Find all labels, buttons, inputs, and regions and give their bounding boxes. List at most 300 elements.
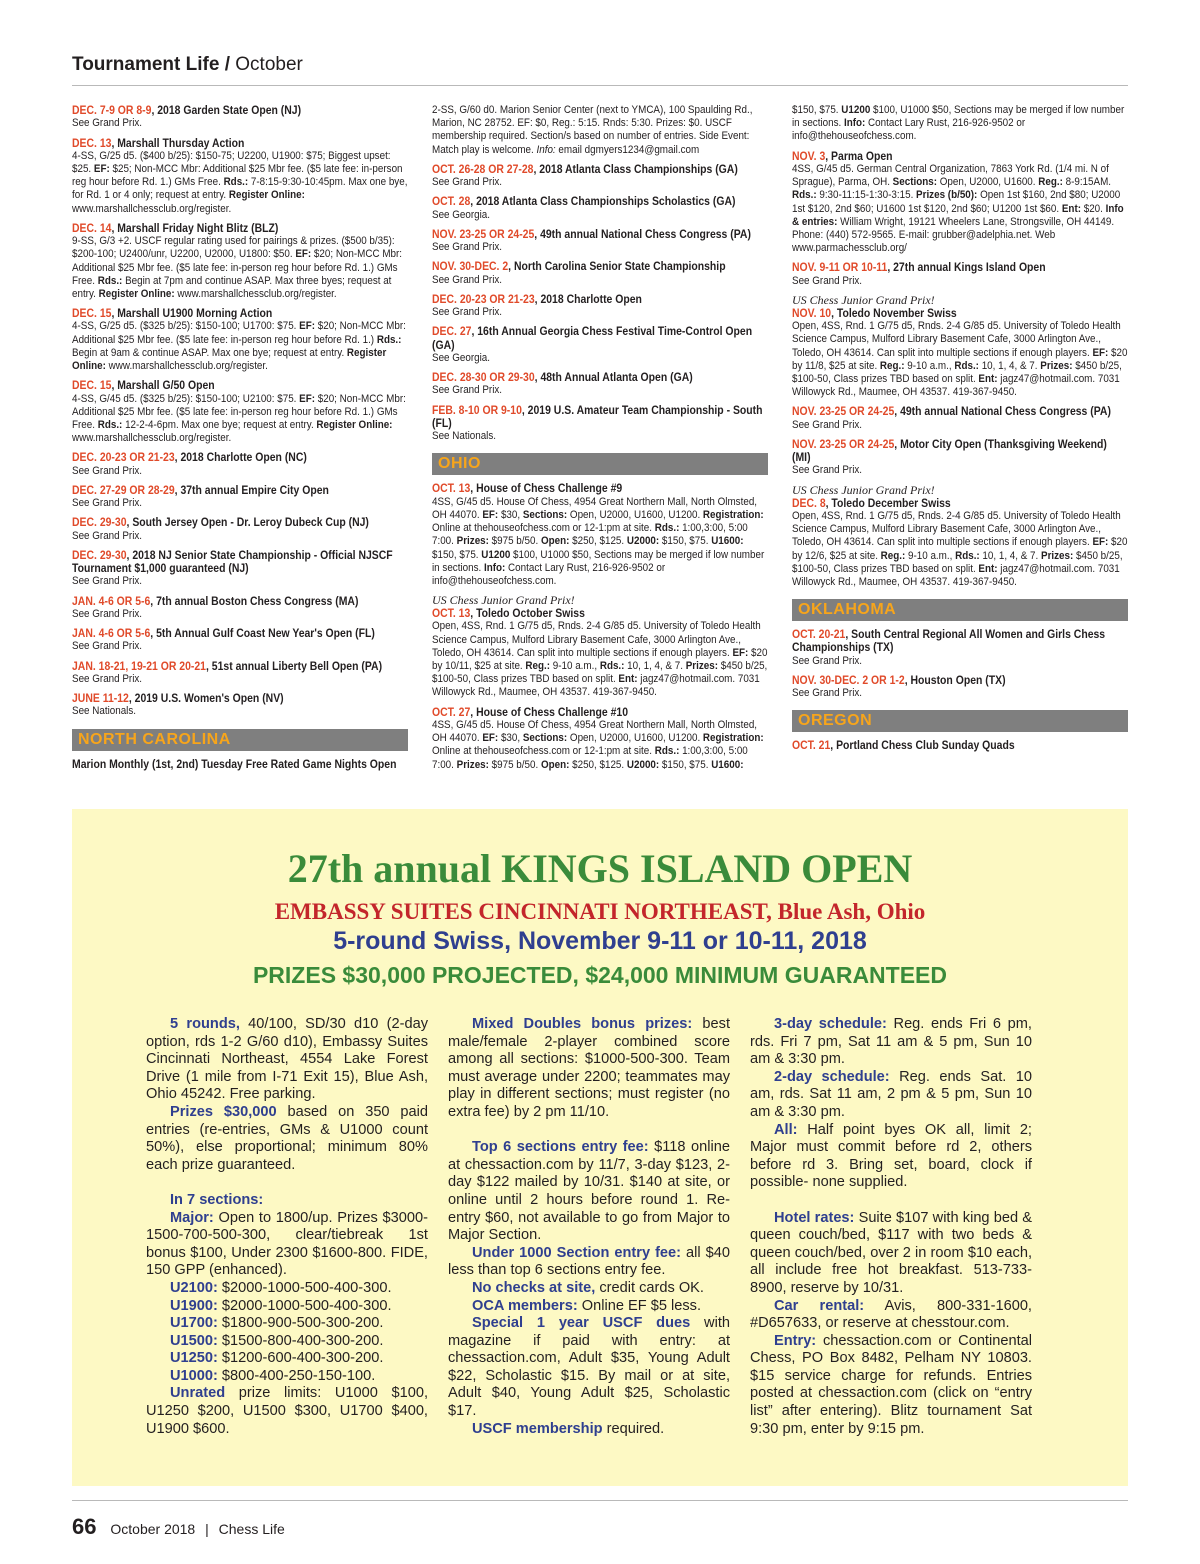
detail-label: Rds.: bbox=[654, 522, 680, 535]
tournament-listing bbox=[432, 404, 768, 444]
detail-text: See Grand Prix. bbox=[432, 384, 503, 397]
tournament-listing bbox=[72, 692, 408, 719]
listing-event-name: , 2018 NJ Senior State Championship - Official NJSCF Tournament $1,000 guaranteed (NJ) bbox=[72, 548, 393, 576]
detail-text: See Grand Prix. bbox=[432, 273, 503, 286]
detail-text: Open, U2000, U1600, U1200. bbox=[567, 508, 703, 521]
tournament-listing bbox=[72, 595, 408, 622]
detail-label: Rds.: bbox=[954, 359, 979, 372]
ad-paragraph bbox=[448, 1245, 730, 1280]
listing-title bbox=[432, 163, 768, 176]
ad-text: $1200-600-400-300-200. bbox=[217, 1350, 384, 1367]
header-month: October bbox=[235, 54, 303, 75]
detail-text: $20 by 10/11, $25 at site. bbox=[432, 646, 768, 673]
detail-text: 4-SS, G/25 d5. ($325 b/25): $150-100; U1700: $75. bbox=[72, 320, 300, 333]
listing-title bbox=[72, 758, 408, 771]
ad-highlight: USCF membership bbox=[472, 1420, 603, 1437]
listing-event-name: , Motor City Open (Thanksgiving Weekend) (MI) bbox=[792, 437, 1107, 465]
ad-text: based on 350 paid entries (re-entries, GMs & U1000 count 50%), else proportional; minimum 80% each prize guaranteed. bbox=[146, 1103, 429, 1173]
ad-highlight: 3-day schedule: bbox=[774, 1016, 887, 1032]
detail-text: 10, 1, 4, & 7. bbox=[979, 549, 1041, 562]
footer-separator: | bbox=[205, 1521, 209, 1537]
listing-date: OCT. 28 bbox=[432, 195, 471, 209]
listing-date: NOV. 23-25 OR 24-25 bbox=[792, 437, 895, 451]
detail-label: Ent: bbox=[1061, 202, 1081, 215]
detail-text: See Grand Prix. bbox=[72, 607, 143, 620]
listing-event-name: , 2019 U.S. Women's Open (NV) bbox=[128, 692, 284, 706]
listing-date: NOV. 30-DEC. 2 bbox=[432, 260, 509, 274]
listing-title bbox=[72, 379, 408, 392]
listing-event-name: , 49th annual National Chess Congress (PA) bbox=[534, 227, 751, 241]
listing-date: FEB. 8-10 OR 9-10 bbox=[432, 403, 522, 417]
detail-text: Open, 4SS, Rnd. 1 G/75 d5, Rnds. 2-4 G/85 d5. University of Toledo Health Science Campus, Mulford Library Basement Cafe, 3000 Arlington Ave., Toledo, OH 43614. Can split into multiple sections if enough players. bbox=[792, 320, 1121, 359]
listing-details bbox=[792, 687, 1128, 700]
ad-text: all $40 less than top 6 sections entry fee. bbox=[448, 1244, 731, 1279]
detail-text: $450 b/25, $100-50, Class prizes TBD based on split. bbox=[792, 549, 1123, 575]
listing-event-name: , South Central Regional All Women and Girls Chess Championships (TX) bbox=[792, 628, 1106, 655]
tournament-listing bbox=[792, 739, 1128, 752]
listing-title bbox=[72, 222, 408, 235]
detail-label: Rds.: bbox=[955, 549, 980, 562]
ad-paragraph bbox=[146, 1210, 428, 1280]
detail-text: See Grand Prix. bbox=[792, 687, 863, 700]
detail-label: Prizes: bbox=[1040, 359, 1073, 372]
detail-label: Info: bbox=[483, 561, 506, 574]
listing-details bbox=[72, 608, 408, 621]
ad-paragraph bbox=[146, 1016, 428, 1104]
ad-highlight: U1900: bbox=[170, 1297, 218, 1314]
detail-text: 10, 1, 4, & 7. bbox=[624, 660, 686, 673]
listing-date: NOV. 23-25 OR 24-25 bbox=[792, 405, 895, 419]
detail-text: See Grand Prix. bbox=[792, 418, 863, 431]
listing-details bbox=[432, 430, 768, 443]
detail-text: See Grand Prix. bbox=[432, 306, 503, 319]
tournament-listing bbox=[432, 228, 768, 255]
listing-details bbox=[72, 497, 408, 510]
listing-title bbox=[792, 438, 1128, 465]
listing-details bbox=[792, 275, 1128, 288]
listing-event-name: , North Carolina Senior State Championship bbox=[508, 260, 726, 274]
state-heading: OKLAHOMA bbox=[792, 599, 1128, 621]
listing-details bbox=[72, 393, 408, 446]
tournament-listing bbox=[72, 222, 408, 301]
ad-paragraph bbox=[448, 1016, 730, 1122]
listing-title bbox=[72, 484, 408, 497]
listing-details bbox=[792, 419, 1128, 432]
ad-highlight: Unrated bbox=[170, 1385, 226, 1402]
ad-highlight: Mixed Doubles bonus prizes: bbox=[472, 1016, 693, 1032]
detail-text: See Grand Prix. bbox=[72, 464, 143, 477]
listing-date: DEC. 29-30 bbox=[72, 516, 127, 530]
detail-text: Open, 4SS, Rnd. 1 G/75 d5, Rnds. 2-4 G/85 d5. University of Toledo Health Science Campus, Mulford Library Basement Cafe, 3000 Arlington Ave., Toledo, OH 43614. Can split into multiple sections if enough players. bbox=[792, 509, 1121, 549]
detail-text: $30, bbox=[498, 732, 523, 745]
detail-text: $25; Non-MCC Mbr: Additional $25 Mbr fee. ($5 late fee: in-person reg hour before Rd. 1.) GMs Free. bbox=[72, 163, 403, 189]
listing-title bbox=[792, 674, 1128, 687]
state-heading: OREGON bbox=[792, 710, 1128, 732]
listing-date: DEC. 28-30 OR 29-30 bbox=[432, 371, 535, 385]
detail-text: www.marshallchessclub.org/register. bbox=[72, 432, 232, 445]
listing-event-name: , 2018 Charlotte Open (NC) bbox=[174, 451, 307, 465]
ad-highlight: Entry: bbox=[774, 1332, 817, 1349]
listing-details bbox=[792, 464, 1128, 477]
state-heading: OHIO bbox=[432, 453, 768, 475]
ad-text: Reg. ends Sat. 10 am, rds. Sat 11 am, 2 pm & 5 pm, Sun 10 am & 3:30 pm. bbox=[750, 1068, 1032, 1120]
ad-text: $1500-800-400-300-200. bbox=[217, 1332, 384, 1349]
listing-title bbox=[72, 516, 408, 529]
listing-date: OCT. 20-21 bbox=[792, 628, 846, 642]
ad-text: 40/100, SD/30 d10 (2-day option, rds 1-2 G/60 d10), Embassy Suites Cincinnati Northeast, 4554 Lake Forest Drive (1 mile from I-71 Exit 15), Blue Ash, Ohio 45242. Free parking. bbox=[146, 1016, 428, 1103]
tournament-listing bbox=[72, 516, 408, 543]
listing-event-name: Marion Monthly (1st, 2nd) Tuesday Free Rated Game Nights Open bbox=[72, 757, 397, 771]
listing-date: OCT. 13 bbox=[432, 482, 471, 496]
detail-label: EF: bbox=[299, 392, 316, 405]
ad-paragraph bbox=[448, 1298, 730, 1316]
ad-highlight: In 7 sections: bbox=[170, 1191, 264, 1208]
listing-date: JUNE 11-12 bbox=[72, 692, 129, 706]
listing-date: OCT. 27 bbox=[432, 705, 471, 719]
detail-text: $20 by 12/6, $25 at site. bbox=[792, 536, 1128, 562]
detail-label: U1600: bbox=[711, 758, 744, 771]
tournament-listing bbox=[432, 163, 768, 190]
ad-highlight: U1250: bbox=[170, 1350, 218, 1367]
detail-label: Register Online: bbox=[72, 346, 387, 373]
detail-text: See Grand Prix. bbox=[432, 176, 503, 189]
detail-label: Prizes: bbox=[456, 758, 489, 771]
ad-paragraph bbox=[146, 1298, 428, 1316]
listing-event-name: , 16th Annual Georgia Chess Festival Time-Control Open (GA) bbox=[432, 325, 753, 352]
ad-paragraph bbox=[146, 1368, 428, 1386]
listing-date: JAN. 4-6 OR 5-6 bbox=[72, 627, 151, 641]
detail-text: $20; Non-MCC Mbr: Additional $25 Mbr fee. ($5 late fee: in-person reg hour before Rd. 1.) bbox=[72, 320, 406, 346]
detail-label: Rds.: bbox=[97, 418, 123, 431]
listing-date: NOV. 23-25 OR 24-25 bbox=[432, 227, 535, 241]
detail-text: Online at thehouseofchess.com or 12-1:pm at site. bbox=[432, 745, 655, 758]
ad-text: chessaction.com or Continental Chess, PO Box 8482, Pelham NY 10803. $15 service charge for refunds. Entries posted at chessaction.com (click on “entry list” after entering). Blitz tournament Sat 9:30 pm, enter by 9:15 pm. bbox=[750, 1332, 1032, 1437]
listing-event-name: , House of Chess Challenge #10 bbox=[470, 705, 629, 719]
detail-text: Info: bbox=[536, 143, 556, 156]
detail-label: U2000: bbox=[626, 535, 660, 548]
listing-title bbox=[72, 307, 408, 320]
page-footer bbox=[72, 1514, 285, 1540]
listing-details bbox=[792, 104, 1128, 144]
listing-date: DEC. 20-23 OR 21-23 bbox=[432, 292, 535, 306]
ad-paragraph bbox=[750, 1298, 1032, 1333]
listing-details bbox=[792, 320, 1128, 399]
listing-details bbox=[792, 510, 1128, 589]
detail-label: Reg.: bbox=[880, 549, 906, 562]
listing-title bbox=[792, 405, 1128, 418]
detail-text: 9:30-11:15-1:30-3:15. bbox=[816, 189, 917, 202]
listing-date: DEC. 7-9 OR 8-9 bbox=[72, 104, 152, 117]
detail-label: Registration: bbox=[702, 508, 764, 521]
grand-prix-tag: US Chess Junior Grand Prix! bbox=[792, 292, 935, 307]
detail-text: 4-SS, G/25 d5. ($400 b/25): $150-75; U2200, U1900: $75; Biggest upset: $25. bbox=[72, 149, 391, 175]
detail-text: $100, U1000 $50, Sections may be merged if low number in sections. bbox=[792, 104, 1125, 130]
listing-date: DEC. 27 bbox=[432, 325, 472, 339]
tournament-listing bbox=[792, 261, 1128, 288]
ad-paragraph bbox=[448, 1315, 730, 1421]
tournament-listing bbox=[432, 293, 768, 320]
ad-paragraph bbox=[146, 1104, 428, 1174]
detail-text: See Grand Prix. bbox=[432, 241, 503, 254]
detail-text: email dgmyers1234@gmail.com bbox=[555, 143, 700, 156]
detail-text: 8-9:15AM. bbox=[1062, 176, 1112, 189]
ad-highlight: OCA members: bbox=[472, 1297, 578, 1314]
listing-details bbox=[432, 384, 768, 397]
paragraph-gap bbox=[750, 1192, 1032, 1210]
listing-title bbox=[432, 325, 768, 352]
listing-date: DEC. 8 bbox=[792, 496, 826, 510]
listing-event-name: , 51st annual Liberty Bell Open (PA) bbox=[205, 659, 383, 673]
ad-text: Open to 1800/up. Prizes $3000-1500-700-500-300, clear/tiebreak 1st bonus $100, Under 2300 $1600-800. FIDE, 150 GPP (enhanced). bbox=[146, 1209, 428, 1279]
detail-text: www.marshallchessclub.org/register. bbox=[174, 287, 337, 300]
tournament-listing bbox=[792, 484, 1128, 590]
listing-details bbox=[792, 655, 1128, 668]
detail-text: Begin at 7pm and continue ASAP. Max three byes; request at entry. bbox=[72, 274, 392, 300]
tournament-listing bbox=[432, 482, 768, 588]
detail-label: U1200 bbox=[841, 104, 871, 116]
detail-text: jagz47@hotmail.com. 7031 Willowyck Rd., Maumee, OH 43537. 419-367-9450. bbox=[432, 673, 760, 699]
ad-highlight: Top 6 sections entry fee: bbox=[472, 1139, 649, 1156]
detail-label: Rds.: bbox=[97, 274, 123, 287]
listing-title bbox=[432, 404, 768, 431]
ad-paragraph bbox=[146, 1280, 428, 1298]
detail-label: Open: bbox=[540, 535, 570, 548]
ad-text: best male/female 2-player combined score among all sections: $1000-500-300. Team must average under 2200; teammates may play in different sections; must register (no extra fee) by 2 pm 11/10. bbox=[448, 1016, 731, 1120]
listing-title bbox=[432, 260, 768, 273]
detail-text: 9-10 a.m., bbox=[905, 549, 956, 562]
listing-details bbox=[72, 575, 408, 588]
detail-text: Contact Lary Rust, 216-926-9502 or info@thehouseofchess.com. bbox=[432, 561, 666, 587]
listing-details bbox=[72, 640, 408, 653]
detail-text: Contact Lary Rust, 216-926-9502 or info@thehouseofchess.com. bbox=[792, 117, 1026, 143]
ad-paragraph bbox=[448, 1280, 730, 1298]
header-slash: / bbox=[224, 54, 236, 75]
listing-details bbox=[72, 673, 408, 686]
tournament-listing bbox=[72, 307, 408, 373]
detail-label: EF: bbox=[299, 320, 316, 333]
detail-label: Reg.: bbox=[879, 359, 905, 372]
listing-event-name: , Portland Chess Club Sunday Quads bbox=[830, 739, 1015, 753]
tournament-listing bbox=[792, 104, 1128, 144]
detail-label: Prizes (b/50): bbox=[916, 189, 978, 202]
listing-title bbox=[792, 150, 1128, 163]
listing-details bbox=[72, 320, 408, 373]
detail-label: EF: bbox=[295, 248, 312, 261]
ad-highlight: No checks at site, bbox=[472, 1279, 596, 1296]
detail-label: U1600: bbox=[711, 535, 744, 548]
listing-event-name: , Parma Open bbox=[825, 149, 893, 163]
tournament-listing bbox=[792, 150, 1128, 256]
detail-label: Rds.: bbox=[599, 660, 625, 673]
listing-title bbox=[792, 739, 1128, 752]
detail-text: $250, $125. bbox=[569, 758, 627, 771]
ad-highlight: U1700: bbox=[170, 1315, 218, 1332]
listing-event-name: , Toledo October Swiss bbox=[470, 607, 585, 621]
tournament-listing bbox=[792, 628, 1128, 668]
listing-title bbox=[432, 482, 768, 495]
grand-prix-tag: US Chess Junior Grand Prix! bbox=[792, 482, 935, 497]
detail-text: $450 b/25, $100-50, Class prizes TBD based on split. bbox=[792, 359, 1122, 385]
ad-highlight: U1500: bbox=[170, 1332, 218, 1349]
listing-date: DEC. 14 bbox=[72, 221, 112, 235]
listing-title bbox=[432, 293, 768, 306]
listing-title bbox=[792, 307, 1128, 320]
detail-text: 4SS, G/45 d5. German Central Organization, 7863 York Rd. (1/4 mi. N of Sprague), Parma, OH. bbox=[792, 162, 1109, 189]
listing-date: DEC. 15 bbox=[72, 307, 112, 321]
listing-event-name: , 37th annual Empire City Open bbox=[174, 483, 329, 497]
ad-highlight: U2100: bbox=[170, 1279, 218, 1296]
ad-paragraph bbox=[146, 1192, 428, 1210]
detail-text: $150, $75. bbox=[792, 104, 842, 116]
tournament-listing bbox=[792, 674, 1128, 701]
listing-title bbox=[72, 595, 408, 608]
detail-text: jagz47@hotmail.com. 7031 Willowyck Rd., Maumee, OH 43537. 419-367-9450. bbox=[792, 372, 1120, 399]
listing-title bbox=[792, 628, 1128, 655]
header-rule bbox=[72, 85, 1128, 86]
listing-event-name: , Toledo November Swiss bbox=[831, 306, 957, 320]
listing-details bbox=[432, 352, 768, 365]
ad-text: $2000-1000-500-400-300. bbox=[217, 1279, 392, 1296]
listing-date: DEC. 27-29 OR 28-29 bbox=[72, 483, 175, 497]
ad-text: with magazine if paid with entry: at chessaction.com, Adult $35, Young Adult $22, Scholastic $15. By mail or at site, Adult $40, Young Adult $25, Scholastic $17. bbox=[448, 1315, 730, 1420]
listing-event-name: , South Jersey Open - Dr. Leroy Dubeck Cup (NJ) bbox=[126, 516, 369, 530]
detail-text: $20; Non-MCC Mbr: Additional $25 Mbr fee. ($5 late fee: in-person reg hour before Rd. 1.) GMs Free. bbox=[72, 248, 403, 287]
listing-event-name: , Houston Open (TX) bbox=[904, 673, 1006, 687]
detail-text: Open, U2000, U1600. bbox=[936, 176, 1039, 189]
listing-date: DEC. 15 bbox=[72, 379, 112, 393]
ad-title: 27th annual KINGS ISLAND OPEN bbox=[287, 846, 913, 891]
listing-date: JAN. 18-21, 19-21 OR 20-21 bbox=[72, 659, 206, 673]
tournament-listing bbox=[432, 195, 768, 222]
listing-date: NOV. 9-11 OR 10-11 bbox=[792, 261, 888, 275]
tournament-listing bbox=[72, 379, 408, 445]
detail-text: See Georgia. bbox=[432, 208, 491, 221]
ad-highlight: Car rental: bbox=[774, 1297, 865, 1314]
listing-details bbox=[72, 530, 408, 543]
tournament-listing bbox=[432, 594, 768, 700]
detail-text: 9-SS, G/3 +2. USCF regular rating used for pairings & prizes. ($500 b/35): $200-100; U2400/unr, U2200, U2000, U1800: $50. bbox=[72, 235, 395, 261]
ad-highlight: All: bbox=[774, 1121, 798, 1138]
detail-text: See Grand Prix. bbox=[72, 672, 143, 685]
detail-text: See Nationals. bbox=[72, 705, 137, 718]
listing-title bbox=[432, 706, 768, 719]
listing-details bbox=[432, 620, 768, 699]
listing-date: OCT. 13 bbox=[432, 607, 471, 621]
tournament-listing bbox=[792, 438, 1128, 478]
listing-details bbox=[72, 235, 408, 301]
listing-details bbox=[72, 117, 408, 130]
listing-details bbox=[72, 705, 408, 718]
detail-text: 4SS, G/45 d5. House Of Chess, 4954 Great Northern Mall, North Olmsted, OH 44070. bbox=[432, 495, 758, 521]
tournament-listing bbox=[432, 104, 768, 157]
detail-label: U1200 bbox=[481, 548, 511, 561]
tournament-listing bbox=[432, 260, 768, 287]
detail-label: EF: bbox=[482, 508, 499, 521]
detail-text: $975 b/50. bbox=[488, 535, 541, 548]
listing-date: NOV. 3 bbox=[792, 149, 826, 163]
listing-title bbox=[72, 451, 408, 464]
ad-paragraph bbox=[448, 1421, 730, 1439]
state-heading: NORTH CAROLINA bbox=[72, 729, 408, 751]
listing-column-3 bbox=[792, 104, 1128, 759]
ad-highlight: Special 1 year USCF dues bbox=[472, 1315, 691, 1332]
listing-details bbox=[432, 274, 768, 287]
detail-text: 7-8:15-9:30-10:45pm. Max one bye, for Rd. 1 or 4 only; request at entry. bbox=[72, 176, 408, 202]
tournament-listing bbox=[72, 484, 408, 511]
detail-text: $450 b/25, $100-50, Class prizes TBD based on split. bbox=[432, 660, 768, 686]
detail-label: Register Online: bbox=[98, 287, 175, 300]
tournament-listing bbox=[72, 137, 408, 216]
ad-text: Online EF $5 less. bbox=[577, 1297, 701, 1314]
listing-details bbox=[72, 465, 408, 478]
detail-text: $250, $125. bbox=[569, 535, 627, 548]
ad-paragraph bbox=[750, 1016, 1032, 1069]
ad-text: Suite $107 with king bed & queen couch/bed, $117 with two beds & queen couch/bed, over 2 in room $10 each, all include free hot breakfast. 513-733-8900, reserve by 10/31. bbox=[750, 1209, 1032, 1296]
listing-column-1 bbox=[72, 104, 408, 777]
ad-format: 5-round Swiss, November 9-11 or 10-11, 2018 bbox=[333, 927, 867, 955]
listing-title bbox=[432, 371, 768, 384]
tournament-listing bbox=[432, 325, 768, 365]
listing-event-name: , 7th annual Boston Chess Congress (MA) bbox=[150, 594, 359, 608]
detail-text: See Grand Prix. bbox=[72, 640, 143, 653]
detail-text: See Grand Prix. bbox=[72, 497, 143, 510]
tournament-listing bbox=[432, 706, 768, 772]
paragraph-gap bbox=[448, 1122, 730, 1140]
listing-date: OCT. 21 bbox=[792, 739, 831, 753]
detail-text: www.marshallchessclub.org/register. bbox=[105, 360, 268, 373]
listing-event-name: , Marshall Thursday Action bbox=[111, 136, 245, 150]
detail-label: Register Online: bbox=[316, 418, 393, 431]
ad-highlight: Under 1000 Section entry fee: bbox=[472, 1244, 682, 1261]
detail-label: Sections: bbox=[522, 508, 568, 521]
tournament-listing bbox=[72, 660, 408, 687]
detail-label: Rds.: bbox=[654, 745, 680, 758]
tournament-listing bbox=[792, 405, 1128, 432]
detail-label: U2000: bbox=[626, 758, 660, 771]
detail-label: Register Online: bbox=[228, 189, 305, 202]
listing-details bbox=[432, 719, 768, 772]
ad-paragraph bbox=[146, 1315, 428, 1333]
page-number: 66 bbox=[72, 1514, 97, 1539]
grand-prix-tag: US Chess Junior Grand Prix! bbox=[432, 593, 575, 608]
ad-prizes: PRIZES $30,000 PROJECTED, $24,000 MINIMUM GUARANTEED bbox=[252, 962, 948, 988]
detail-label: EF: bbox=[93, 163, 110, 175]
ad-paragraph bbox=[146, 1350, 428, 1368]
detail-text: $100, U1000 $50, Sections may be merged if low number in sections. bbox=[432, 548, 765, 574]
listing-title bbox=[792, 261, 1128, 274]
ad-paragraph bbox=[750, 1069, 1032, 1122]
detail-label: Ent: bbox=[978, 562, 998, 575]
detail-label: Info: bbox=[843, 117, 866, 130]
ad-highlight: Hotel rates: bbox=[774, 1209, 855, 1226]
tournament-listing bbox=[792, 294, 1128, 400]
detail-label: Reg.: bbox=[1038, 176, 1063, 189]
detail-label: Open: bbox=[540, 758, 570, 771]
ad-text: $2000-1000-500-400-300. bbox=[217, 1297, 392, 1314]
detail-text: 9-10 a.m., bbox=[904, 359, 955, 372]
listing-title bbox=[72, 660, 408, 673]
listing-date: NOV. 10 bbox=[792, 306, 832, 320]
detail-text: See Grand Prix. bbox=[792, 464, 863, 477]
detail-label: Prizes: bbox=[456, 535, 489, 548]
listing-date: NOV. 30-DEC. 2 OR 1-2 bbox=[792, 673, 905, 687]
listing-title bbox=[432, 228, 768, 241]
listing-event-name: , House of Chess Challenge #9 bbox=[470, 482, 623, 496]
listing-details bbox=[432, 241, 768, 254]
listing-column-2 bbox=[432, 104, 768, 778]
detail-text: Online at thehouseofchess.com or 12-1:pm at site. bbox=[432, 522, 655, 535]
listing-date: OCT. 26-28 OR 27-28 bbox=[432, 162, 534, 176]
